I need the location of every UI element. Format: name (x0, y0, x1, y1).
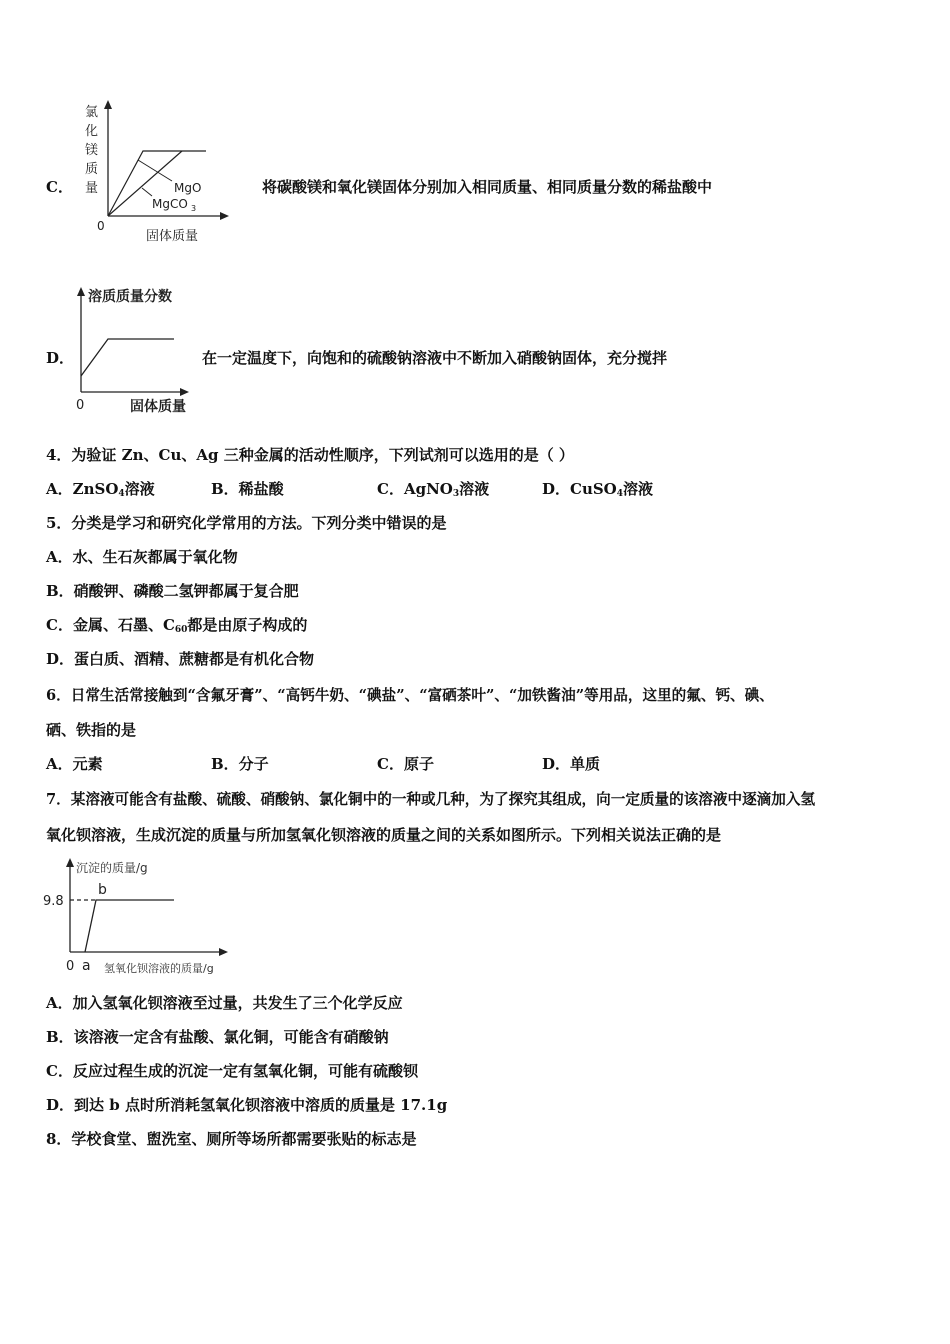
q4-option-b: B．稀盐酸 (211, 480, 284, 498)
y-axis-arrow (66, 858, 74, 867)
svg-text:镁: 镁 (85, 143, 99, 158)
q4-option-a: A．ZnSO$_4$溶液 (46, 480, 155, 499)
origin-label: 0 (76, 398, 85, 413)
q8-stem: 8．学校食堂、盥洗室、厕所等场所都需要张贴的标志是 (46, 1130, 417, 1148)
y-axis-arrow (104, 100, 112, 109)
q7-option-d: D．到达 b 点时所消耗氢氧化钡溶液中溶质的质量是 17.1g (46, 1096, 448, 1114)
q6-stem-line2: 硒、铁指的是 (46, 721, 137, 739)
point-a-label: a (82, 958, 91, 974)
x-axis-label: 氢氧化钡溶液的质量/g (104, 962, 214, 975)
precipitate-line (85, 900, 174, 952)
chart-mgcl2-mass (80, 98, 240, 248)
x-axis-arrow (220, 212, 229, 220)
svg-text:氯: 氯 (85, 105, 99, 120)
series-mgco3-subscript: 3 (191, 204, 197, 213)
q6-option-c: C．原子 (377, 755, 434, 773)
q4-option-c: C．AgNO$_3$溶液 (377, 480, 490, 499)
y-value-label: 9.8 (43, 894, 64, 909)
q5-option-d: D．蛋白质、酒精、蔗糖都是有机化合物 (46, 650, 315, 668)
y-axis-label: 沉淀的质量/g (76, 861, 148, 875)
chart-precipitate-mass (40, 852, 240, 980)
q7-stem-line2: 氧化钡溶液，生成沉淀的质量与所加氢氧化钡溶液的质量之间的关系如图所示。下列相关说法正确的是 (46, 826, 722, 844)
q5-option-c: C．金属、石墨、$C_{60}$都是由原子构成的 (46, 616, 308, 635)
svg-text:化: 化 (85, 124, 99, 139)
q5-option-b: B．硝酸钾、磷酸二氢钾都属于复合肥 (46, 582, 299, 600)
svg-text:量: 量 (85, 181, 99, 196)
q4-stem: 4．为验证 Zn、Cu、Ag 三种金属的活动性顺序，下列试剂可以选用的是（ ） (46, 446, 574, 464)
q5-option-a: A．水、生石灰都属于氧化物 (46, 548, 238, 566)
q7-option-a: A．加入氢氧化钡溶液至过量，共发生了三个化学反应 (46, 994, 403, 1012)
q6-option-b: B．分子 (211, 755, 269, 773)
option-c-label: C． (46, 178, 73, 196)
origin-label: 0 (66, 959, 75, 974)
q5-stem: 5．分类是学习和研究化学常用的方法。下列分类中错误的是 (46, 514, 447, 532)
origin-label: 0 (97, 219, 105, 233)
option-c-text: 将碳酸镁和氧化镁固体分别加入相同质量、相同质量分数的稀盐酸中 (262, 178, 713, 196)
y-axis-label (85, 105, 98, 196)
point-b-label: b (98, 882, 107, 898)
q6-stem-line1: 6．日常生活常接触到“含氟牙膏”、“高钙牛奶、“碘盐”、“富硒茶叶”、“加铁酱油”等用品，这里的氟、钙、碘、 (46, 687, 774, 704)
q7-stem-line1: 7．某溶液可能含有盐酸、硫酸、硝酸钠、氯化铜中的一种或几种，为了探究其组成，向一定质量的该溶液中逐滴加入氢 (46, 791, 816, 808)
leader-mgco3 (142, 188, 152, 196)
chart-solute-fraction (70, 284, 210, 419)
q4-option-d: D．CuSO$_4$溶液 (542, 480, 654, 499)
x-axis-arrow (180, 388, 189, 396)
x-axis-label: 固体质量 (146, 229, 199, 244)
q6-option-d: D．单质 (542, 755, 601, 773)
q7-option-b: B．该溶液一定含有盐酸、氯化铜，可能含有硝酸钠 (46, 1028, 389, 1046)
fraction-line (81, 339, 174, 376)
q7-option-c: C．反应过程生成的沉淀一定有氢氧化铜，可能有硫酸钡 (46, 1062, 418, 1080)
svg-text:质: 质 (85, 162, 99, 177)
x-axis-arrow (219, 948, 228, 956)
leader-mgo (138, 160, 172, 181)
series-mgo-label: MgO (174, 181, 202, 195)
series-mgco3-label: MgCO (152, 197, 188, 211)
x-axis-label: 固体质量 (130, 399, 186, 415)
option-d-text: 在一定温度下，向饱和的硫酸钠溶液中不断加入硝酸钠固体，充分搅拌 (202, 349, 668, 367)
y-axis-label: 溶质质量分数 (88, 289, 172, 305)
option-d-label: D． (46, 349, 75, 367)
q6-option-a: A．元素 (46, 755, 103, 773)
y-axis-arrow (77, 287, 85, 296)
